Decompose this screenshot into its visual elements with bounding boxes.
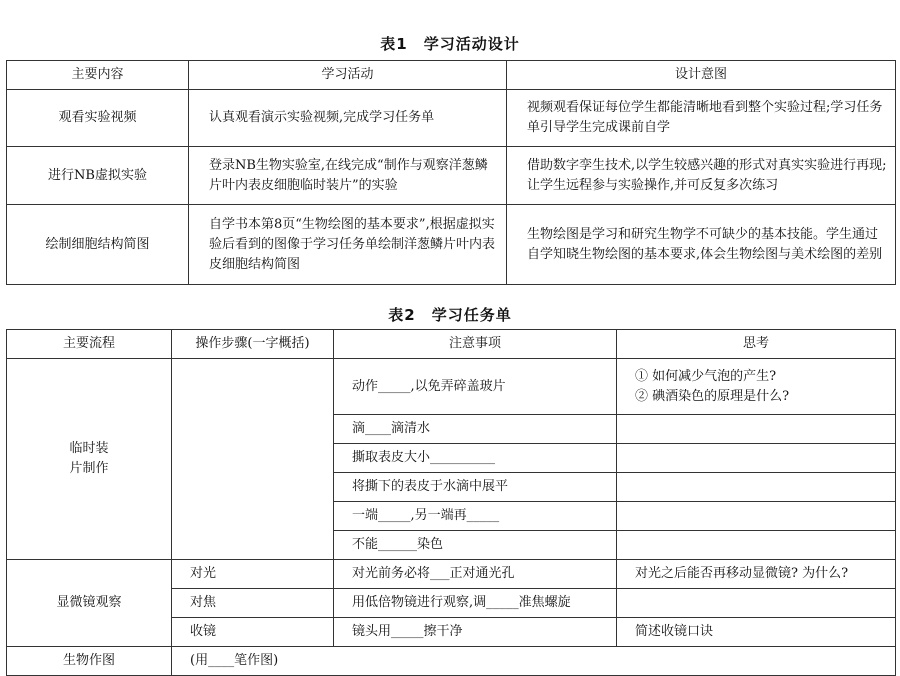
table-cell: 撕取表皮大小__________ <box>334 444 617 473</box>
header-operation-steps: 操作步骤(一字概括) <box>172 330 334 359</box>
thinking-cell <box>617 415 896 444</box>
table-cell: 绘制细胞结构简图 <box>7 205 189 285</box>
learning-activity-table <box>6 60 896 285</box>
table-cell: 登录NB生物实验室,在线完成“制作与观察洋葱鳞片叶内表皮细胞临时装片”的实验 <box>189 147 507 205</box>
table-cell: 不能______染色 <box>334 531 617 560</box>
header-main-process: 主要流程 <box>7 330 172 359</box>
thinking-cell <box>617 359 896 415</box>
table-cell: 收镜 <box>172 618 334 647</box>
table-cell: 对焦 <box>172 589 334 618</box>
header-design-intent: 设计意图 <box>507 61 896 90</box>
thinking-question-2: ② 碘酒染色的原理是什么? <box>635 388 790 404</box>
table-cell: 视频观看保证每位学生都能清晰地看到整个实验过程;学习任务单引导学生完成课前自学 <box>507 90 896 147</box>
table-cell: 对光前务必将___正对通光孔 <box>334 560 617 589</box>
table2-title: 表2 学习任务单 <box>388 306 512 324</box>
table-row <box>7 560 896 589</box>
header-learning-activity: 学习活动 <box>189 61 507 90</box>
table1-title: 表1 学习活动设计 <box>380 35 520 53</box>
table-cell: 滴____滴清水 <box>334 415 617 444</box>
process-drawing: 生物作图 <box>7 647 172 676</box>
process-slide-making: 临时装片制作 <box>7 359 172 560</box>
table-cell: 进行NB虚拟实验 <box>7 147 189 205</box>
table-row <box>7 90 896 147</box>
table-cell: 自学书本第8页“生物绘图的基本要求”,根据虚拟实验后看到的图像于学习任务单绘制洋葱鳞片叶内表皮细胞结构简图 <box>189 205 507 285</box>
header-thinking: 思考 <box>617 330 896 359</box>
table-row <box>7 359 896 415</box>
table-cell: 用低倍物镜进行观察,调_____准焦螺旋 <box>334 589 617 618</box>
header-notes: 注意事项 <box>334 330 617 359</box>
table-cell: 认真观看演示实验视频,完成学习任务单 <box>189 90 507 147</box>
thinking-question-1: ① 如何减少气泡的产生? <box>635 368 777 384</box>
thinking-cell <box>617 444 896 473</box>
learning-task-table <box>6 329 896 676</box>
table-row <box>7 205 896 285</box>
thinking-cell <box>617 502 896 531</box>
table-header-row <box>7 61 896 90</box>
table-cell: 将撕下的表皮于水滴中展平 <box>334 473 617 502</box>
process-microscope: 显微镜观察 <box>7 560 172 647</box>
thinking-cell <box>617 473 896 502</box>
step-cell <box>172 359 334 560</box>
table-cell: 借助数字孪生技术,以学生较感兴趣的形式对真实实验进行再现;让学生远程参与实验操作,并可反复多次练习 <box>507 147 896 205</box>
table-cell: 动作_____,以免弄碎盖玻片 <box>334 359 617 415</box>
table-cell: 生物绘图是学习和研究生物学不可缺少的基本技能。学生通过自学知晓生物绘图的基本要求,体会生物绘图与美术绘图的差别 <box>507 205 896 285</box>
header-main-content: 主要内容 <box>7 61 189 90</box>
table-cell <box>617 589 896 618</box>
table-cell: 一端_____,另一端再_____ <box>334 502 617 531</box>
thinking-cell <box>617 531 896 560</box>
table-cell: 对光之后能否再移动显微镜? 为什么? <box>617 560 896 589</box>
table-cell: 简述收镜口诀 <box>617 618 896 647</box>
table-row <box>7 147 896 205</box>
table-cell: 镜头用_____擦干净 <box>334 618 617 647</box>
table-cell: (用____笔作图) <box>172 647 896 676</box>
table-cell: 对光 <box>172 560 334 589</box>
table-cell: 观看实验视频 <box>7 90 189 147</box>
table-row <box>7 647 896 676</box>
table-header-row <box>7 330 896 359</box>
